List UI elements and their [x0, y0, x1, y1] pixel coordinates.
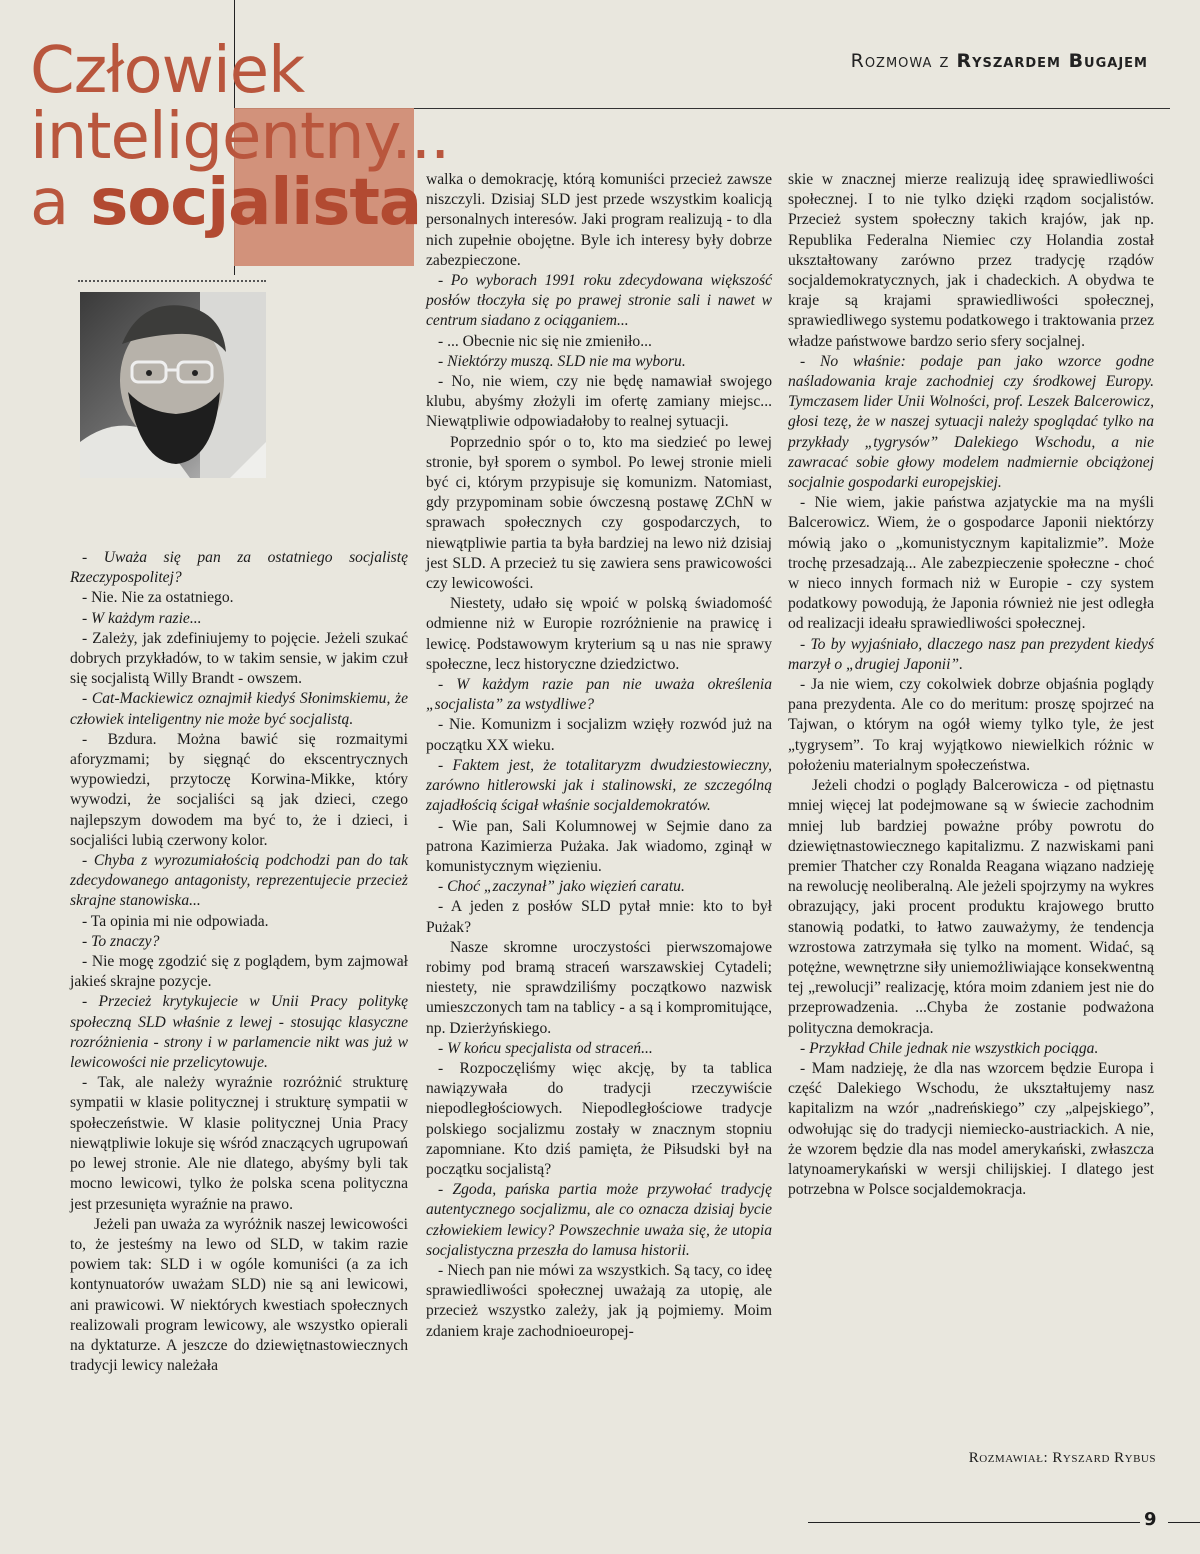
kicker-name: Ryszardem Bugajem: [956, 50, 1148, 72]
question-paragraph: - Zgoda, pańska partia może przywołać tradycję autentycznego socjalizmu, ale co oznacza dzisiaj bycie człowiekiem lewicy? Powszechnie uważa się, że utopia socjalistyczna przeszła do lamusa historii.: [426, 1181, 772, 1259]
answer-paragraph: - Nie. Komunizm i socjalizm wzięły rozwód już na początku XX wieku.: [426, 716, 772, 754]
answer-paragraph: - Ja nie wiem, czy cokolwiek dobrze objaśnia poglądy pana prezydenta. Ale co do meritum: proszę spojrzeć na Tajwan, o którym na ogół wiemy tylko tyle, że jest „tygrysem”. To kraj wyjątkowo niewielkich różnic w położeniu materialnym społeczeństwa.: [788, 676, 1154, 774]
question-paragraph: - W każdym razie pan nie uważa określenia „socjalista” za wstydliwe?: [426, 676, 772, 714]
section-kicker: [851, 50, 1148, 72]
text-column-3: [788, 170, 1154, 1200]
answer-paragraph: - Bzdura. Można bawić się rozmaitymi aforyzmami; by sięgnąć do ekscentrycznych wypowiedzi, przytoczę Korwina-Mikke, który wywodzi, że socjaliści są jak dzieci, czego najlepszym dowodem ma być to, że i dzieci, i socjaliści lubią czerwony kolor.: [70, 730, 408, 849]
question-paragraph: - Choć „zaczynał” jako więzień caratu.: [438, 878, 685, 896]
title-line-1: Człowiek: [30, 34, 305, 108]
title-line-3: [30, 166, 449, 240]
article-title: [30, 34, 450, 240]
portrait-illustration: [80, 292, 266, 478]
answer-paragraph: Jeżeli pan uważa za wyróżnik naszej lewicowości to, że jesteśmy na lewo od SLD, w takim razie powiem tak: SLD i w ogóle komuniści (a za ich kontynuatorów uważam SLD) nie są ani lewicowi, ani prawicowi. W niektórych kwestiach społecznych realizowali program lewicowy, ale wszystko opierali na dyktaturze. A jeszcze do dziewiętnastowiecznych tradycji lewicy należała: [70, 1215, 408, 1375]
answer-paragraph: - Niech pan nie mówi za wszystkich. Są tacy, co ideę sprawiedliwości społecznej uważają za utopię, ale przecież wszystko zależy, jak ją pojmiemy. Moim zdaniem kraje zachodnioeuropej-: [426, 1261, 772, 1340]
question-paragraph: - W każdym razie...: [82, 609, 202, 627]
answer-paragraph: Nasze skromne uroczystości pierwszomajowe robimy pod bramą straceń warszawskiej Cytadeli; niestety, nie sprawdziliśmy początkowo nazwisk umieszczonych tam na tablicy - a są i kompromitujące, np. Dzierżyńskiego.: [426, 938, 772, 1037]
footer-rule: [808, 1522, 1140, 1523]
answer-paragraph: skie w znacznej mierze realizują ideę sprawiedliwości społecznej. I to nie tylko dzięki rządom socjalistów. Przecież system społeczny takich krajów, jak np. Republika Federalna Niemiec czy Holandia został ukształtowany zarówno przez tradycję rządów socjaldemokratycznych, jak i chadeckich. A obydwa te kraje są krajami sprawiedliwości społecznej, sprawiedliwego systemu podatkowego i traktowania przez władze państwowe bardzo serio sfery socjalnej.: [788, 171, 1154, 350]
answer-paragraph: walka o demokrację, którą komuniści przecież zawsze niszczyli. Dzisiaj SLD jest przede wszystkim koalicją personalnych interesów. Jaki program realizują - to dla nich zupełnie obojętne. Byle ich interesy były dobrze zabezpieczone.: [426, 171, 772, 269]
question-paragraph: - To by wyjaśniało, dlaczego nasz pan prezydent kiedyś marzył o „drugiej Japonii”.: [788, 635, 1154, 673]
title-word-socjalista: socjalista: [90, 166, 422, 240]
text-column-2: [426, 170, 772, 1342]
question-paragraph: - W końcu specjalista od straceń...: [438, 1039, 653, 1057]
page-number: 9: [1144, 1509, 1157, 1530]
answer-paragraph: Niestety, udało się wpoić w polską świadomość odmienne niż w Europie rozróżnienie na prawicę i lewicę. Podstawowym kryterium są u nas nie sprawy społeczne, lecz historyczne dziedzictwo.: [426, 595, 772, 673]
question-paragraph: - Przecież krytykujecie w Unii Pracy politykę społeczną SLD właśnie z lewej - stosując klasyczne rozróżnienia - strony i w parlamencie nikt was już w lewicowości nie przelicytowuje.: [70, 993, 408, 1072]
title-word-a: a: [30, 166, 69, 240]
question-paragraph: - Niektórzy muszą. SLD nie ma wyboru.: [438, 352, 686, 370]
text-column-1: [70, 548, 408, 1376]
kicker-prefix: Rozmowa z: [850, 50, 957, 72]
question-paragraph: - No właśnie: podaje pan jako wzorce godne naśladowania kraje zachodniej czy środkowej Europy. Tymczasem lider Unii Wolności, prof. Leszek Balcerowicz, głosi tezę, że w naszej sytuacji należy spoglądać tylko na przykłady „tygrysów” Dalekiego Wschodu, a nie zawracać sobie głowy modelem nadmiernie obciążonej socjalnie gospodarki europejskiej.: [788, 352, 1154, 492]
answer-paragraph: Poprzednio spór o to, kto ma siedzieć po lewej stronie, był sporem o symbol. Po lewej stronie mieli być ci, którym przypisuje się komunizm. Natomiast, gdy przypominam sobie ówczesną postawę ZChN w sprawach społecznych czy gospodarczych, to niewątpliwie partia ta była bardziej na lewo niż dzisiaj jest SLD. A przecież tu się zawiera sens prawicowości czy lewicowości.: [426, 433, 772, 593]
byline: Rozmawiał: Ryszard Rybus: [968, 1450, 1156, 1466]
answer-paragraph: - Ta opinia mi nie odpowiada.: [82, 912, 269, 930]
question-paragraph: - Uważa się pan za ostatniego socjalistę Rzeczypospolitej?: [70, 549, 408, 587]
question-paragraph: - To znaczy?: [82, 932, 160, 950]
answer-paragraph: - ... Obecnie nic się nie zmieniło...: [438, 332, 652, 350]
footer-rule-right: [1168, 1522, 1200, 1523]
question-paragraph: - Przykład Chile jednak nie wszystkich pociąga.: [800, 1039, 1099, 1057]
question-paragraph: - Po wyborach 1991 roku zdecydowana większość posłów tłoczyła się po prawej stronie sali i nawet w centrum siadano z ociąganiem...: [426, 272, 772, 330]
answer-paragraph: Jeżeli chodzi o poglądy Balcerowicza - od piętnastu mniej więcej lat podejmowane są w świecie zachodnim mniej lub bardziej poważne próby powrotu do dziewiętnastowiecznego kapitalizmu. Z nazwiskami pani premier Thatcher czy Ronalda Reagana wiązano nadzieję na rewolucję neoliberalną. Ale jeżeli spojrzymy na wykres obrazujący, jaki procent produktu krajowego brutto stanowią podatki, to łatwo zauważymy, że tendencja wzrostowa zatrzymała się tylko na moment. Widać, są potężne, wewnętrzne siły uniemożliwiające konsekwentną tej „rewolucji” realizację, która moim zdaniem jest nie do przeprowadzenia. ...Chyba że zostanie podważona polityczna demokracja.: [788, 777, 1154, 1037]
answer-paragraph: - Tak, ale należy wyraźnie rozróżnić strukturę sympatii w klasie politycznej i strukturę sympatii w społeczeństwie. W klasie politycznej Unia Pracy niewątpliwie lokuje się wśród znaczących ugrupowań po lewej stronie. Ale nie dlatego, abyśmy byli tak mocno lewicowi, tylko że polska scena polityczna jest przesunięta wyraźnie na prawo.: [70, 1074, 408, 1213]
answer-paragraph: - Nie wiem, jakie państwa azjatyckie ma na myśli Balcerowicz. Wiem, że o gospodarce Japonii niektórzy mówią jako o „komunistycznym kapitalizmie”. Może trochę przesadzają... Ale zabezpieczenie społeczne - choć w nieco innych formach niż w Europie - czy system podatkowy powodują, że Japonia również nie jest odległa od realizacji ideału sprawiedliwości społecznej.: [788, 494, 1154, 633]
answer-paragraph: - Rozpoczęliśmy więc akcję, by ta tablica nawiązywała do tradycji rzeczywiście niepodległościowych. Niepodległościowe tradycje polskiego socjalizmu zostały w znacznym stopniu zapomniane. Kto dziś pamięta, że Piłsudski był na początku socjalistą?: [426, 1059, 772, 1178]
answer-paragraph: - Wie pan, Sali Kolumnowej w Sejmie dano za patrona Kazimierza Pużaka. Jak wiadomo, zginął w komunistycznym więzieniu.: [426, 817, 772, 875]
answer-paragraph: - Zależy, jak zdefiniujemy to pojęcie. Jeżeli szukać dobrych przykładów, to w takim sensie, w jakim czuł się socjalistą Willy Brandt - owszem.: [70, 629, 408, 688]
question-paragraph: - Chyba z wyrozumiałością podchodzi pan do tak zdecydowanego antagonisty, reprezentujecie przecież skrajne stanowiska...: [70, 852, 408, 910]
answer-paragraph: - Nie mogę zgodzić się z poglądem, bym zajmował jakieś skrajne pozycje.: [70, 953, 408, 991]
title-line-2: inteligentny...: [30, 100, 450, 174]
answer-paragraph: - No, nie wiem, czy nie będę namawiał swojego klubu, abyśmy złożyli im ofertę zamiany miejsc... Niewątpliwie odpowiadałoby to realnej sytuacji.: [426, 373, 772, 431]
answer-paragraph: - Mam nadzieję, że dla nas wzorcem będzie Europa i część Dalekiego Wschodu, że ukształtujemy nasz kapitalizm na wzór „nadreńskiego” czy „alpejskiego”, odwołując się do tradycji niemiecko-austriackich. A nie, że wzorem będzie dla nas model amerykański, zwłaszcza latynoamerykański w wersji chilijskiej. I dlatego jest potrzebna w Polsce socjaldemokracja.: [788, 1059, 1154, 1199]
answer-paragraph: - A jeden z posłów SLD pytał mnie: kto to był Pużak?: [426, 898, 772, 936]
question-paragraph: - Cat-Mackiewicz oznajmił kiedyś Słonimskiemu, że człowiek inteligentny nie może być socjalistą.: [70, 690, 408, 728]
photo-dotted-rule: [78, 280, 266, 282]
portrait-photo: [80, 292, 266, 478]
question-paragraph: - Faktem jest, że totalitaryzm dwudziestowieczny, zarówno hitlerowski jak i stalinowski, ze szczególną zajadłością ścigał właśnie socjaldemokratów.: [426, 756, 772, 815]
answer-paragraph: - Nie. Nie za ostatniego.: [82, 589, 234, 607]
